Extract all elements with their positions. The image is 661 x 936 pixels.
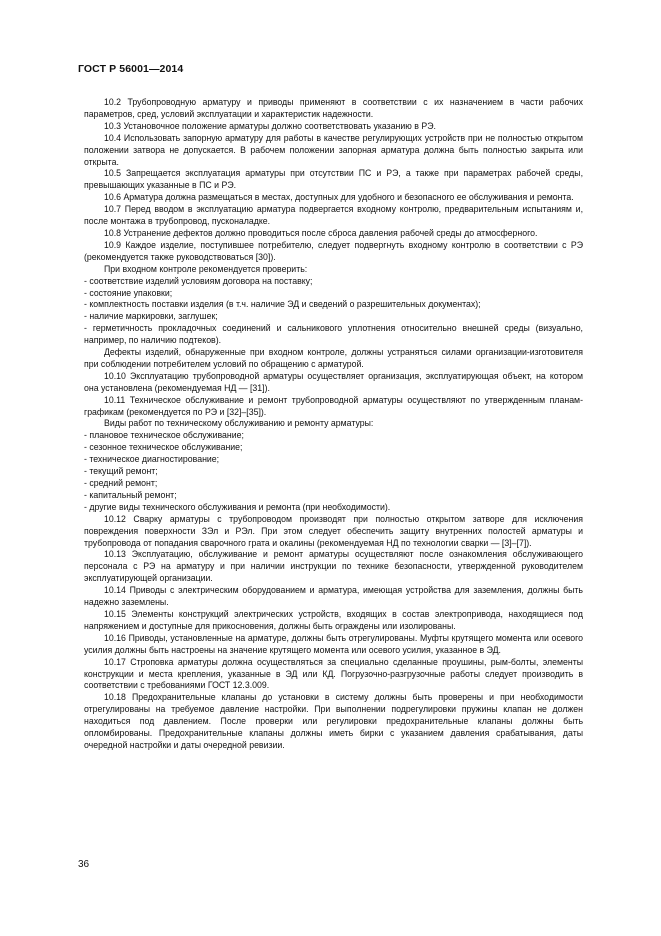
- paragraph: 10.12 Сварку арматуры с трубопроводом производят при полностью открытом затворе для исключения повреждения поверхности ЗЭл и РЭл. При этом следует обеспечить защиту внутренних полостей арматуры и трубопровода от попадания сварочного грата и окалины (рекомендуемая НД по технологии сварки — [3]–[7]).: [84, 513, 583, 548]
- list-item: - соответствие изделий условиям договора на поставку;: [84, 275, 313, 286]
- list-item: - наличие маркировки, заглушек;: [84, 311, 218, 322]
- paragraph: При входном контроле рекомендуется проверить:: [104, 263, 308, 274]
- paragraph: 10.3 Установочное положение арматуры должно соответствовать указанию в РЭ.: [104, 120, 436, 131]
- list-item: - капитальный ремонт;: [84, 489, 177, 500]
- standard-header: ГОСТ Р 56001—2014: [78, 63, 184, 75]
- paragraph: 10.10 Эксплуатацию трубопроводной арматуры осуществляет организация, эксплуатирующая объект, на котором она установлена (рекомендуемая НД — [31]).: [84, 370, 583, 393]
- list-item: - средний ремонт;: [84, 478, 158, 488]
- list-item: - техническое диагностирование;: [84, 454, 220, 465]
- list-item: - состояние упаковки;: [84, 287, 173, 298]
- paragraph: 10.6 Арматура должна размещаться в местах, доступных для удобного и безопасного ее обслуживания и ремонта.: [104, 192, 574, 203]
- paragraph: 10.4 Использовать запорную арматуру для работы в качестве регулирующих устройств при не полностью открытом положении затвора не допускается. В рабочем положении запорная арматура должна быть полностью закрыта или открыта.: [84, 132, 583, 167]
- paragraph: 10.14 Приводы с электрическим оборудованием и арматура, имеющая устройства для заземления, должны быть надежно заземлены.: [84, 585, 583, 608]
- paragraph: 10.9 Каждое изделие, поступившее потребителю, следует подвергнуть входному контролю в соответствии с РЭ (рекомендуется также руководствоваться [30]).: [84, 239, 583, 262]
- list-item: - комплектность поставки изделия (в т.ч. наличие ЭД и сведений о разрешительных документах);: [84, 299, 481, 310]
- paragraph: 10.5 Запрещается эксплуатация арматуры при отсутствии ПС и РЭ, а также при параметрах рабочей среды, превышающих указанные в ПС и РЭ.: [84, 168, 583, 191]
- list-item: - герметичность прокладочных соединений и сальникового уплотнения относительно внешней среды (визуально, например, по наличию подтеков).: [84, 323, 583, 346]
- paragraph: 10.8 Устранение дефектов должно проводиться после сброса давления рабочей среды до атмосферного.: [104, 227, 538, 238]
- paragraph: 10.15 Элементы конструкций электрических устройств, входящих в состав электропривода, находящиеся под напряжением и доступные для прикосновения, должны быть ограждены или изолированы.: [84, 608, 583, 631]
- paragraph: Дефекты изделий, обнаруженные при входном контроле, должны устраняться силами организации-изготовителя при соблюдении потребителем условий по обращению с арматурой.: [84, 347, 583, 369]
- page-number: 36: [78, 859, 90, 870]
- paragraph: 10.2 Трубопроводную арматуру и приводы применяют в соответствии с их назначением в части рабочих параметров, сред, условий эксплуатации и характеристик надежности.: [84, 97, 583, 119]
- paragraph: 10.11 Техническое обслуживание и ремонт трубопроводной арматуры осуществляют по утвержденным планам-графикам (рекомендуется по РЭ и [32]–[35]).: [84, 394, 583, 417]
- paragraph: 10.18 Предохранительные клапаны до установки в систему должны быть проверены и при необходимости отрегулированы на требуемое давление настройки. При выполнении подрегулировки пружины клапан не должен находиться под давлением. После проверки или регулировки предохранительные клапаны должны быть опломбированы. Предохранительные клапаны должны иметь бирки с указанием давления срабатывания, даты очередной настройки и даты очередной ревизии.: [84, 692, 583, 750]
- document-body: [84, 97, 583, 752]
- paragraph: 10.16 Приводы, установленные на арматуре, должны быть отрегулированы. Муфты крутящего момента или осевого усилия должны быть настроены на значение крутящего момента или осевого усилия, указанное в ЭД.: [84, 632, 583, 655]
- paragraph: 10.7 Перед вводом в эксплуатацию арматура подвергается входному контролю, предварительным испытаниям и, после монтажа в трубопровод, пусконаладке.: [84, 204, 583, 227]
- list-item: - текущий ремонт;: [84, 466, 158, 477]
- list-item: - другие виды технического обслуживания и ремонта (при необходимости).: [84, 501, 391, 512]
- paragraph: 10.17 Строповка арматуры должна осуществляться за специально сделанные проушины, рым-болты, элементы конструкции и места крепления, указанные в ЭД или КД. Погрузочно-разгрузочные работы следует производить в соответствии с требованиями ГОСТ 12.3.009.: [84, 656, 583, 691]
- paragraph: 10.13 Эксплуатацию, обслуживание и ремонт арматуры осуществляют после ознакомления обслуживающего персонала с РЭ на арматуру и при наличии инструкции по технике безопасности, утвержденной руководителем эксплуатирующей организации.: [84, 549, 583, 584]
- paragraph: Виды работ по техническому обслуживанию и ремонту арматуры:: [104, 418, 374, 429]
- list-item: - сезонное техническое обслуживание;: [84, 442, 243, 453]
- list-item: - плановое техническое обслуживание;: [84, 430, 244, 441]
